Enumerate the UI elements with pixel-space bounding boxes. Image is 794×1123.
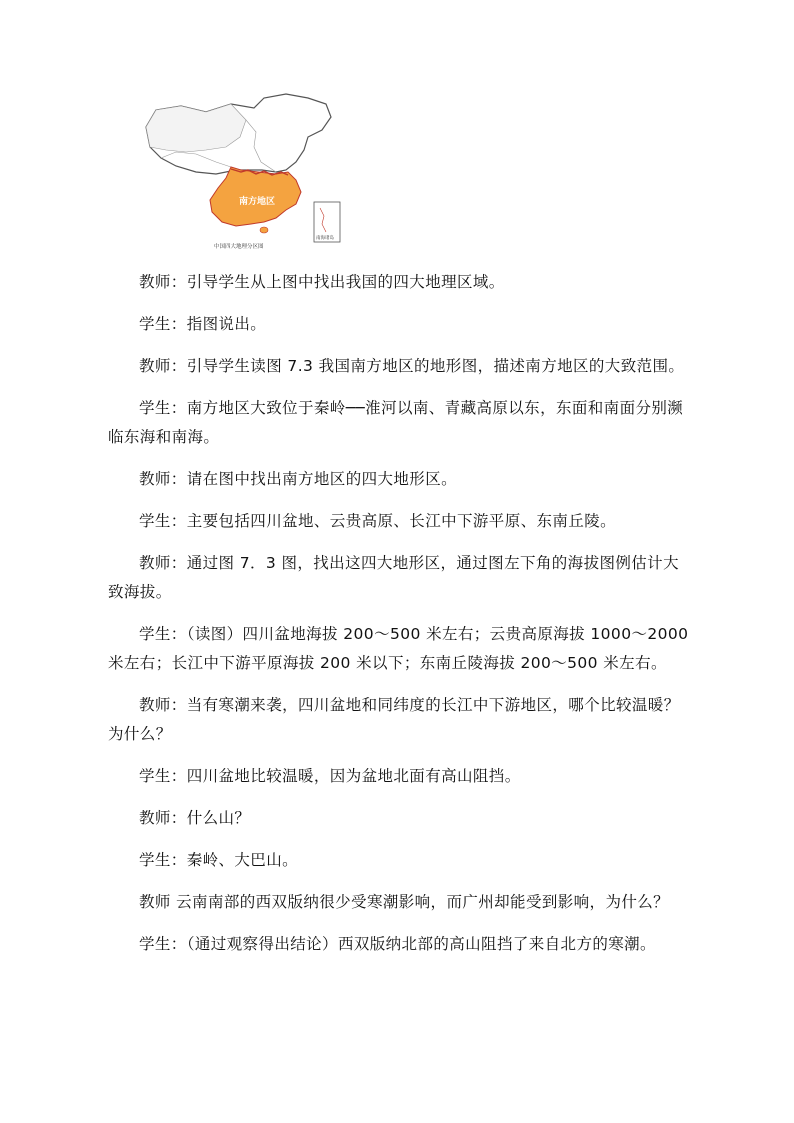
dialogue-line [108, 549, 694, 607]
line-text: 南方地区大致位于秦岭──淮河以南、青藏高原以东，东面和南面分别濒临东海和南海。 [108, 399, 684, 446]
line-text: 请在图中找出南方地区的四大地形区。 [186, 470, 458, 488]
line-text: 指图说出。 [186, 315, 267, 333]
dialogue-line [108, 620, 694, 678]
china-regions-map [136, 92, 366, 252]
dialogue-line [108, 352, 694, 381]
speaker: 学生： [139, 935, 187, 953]
dialogue-line [108, 268, 694, 297]
dialogue-line [108, 804, 694, 833]
speaker: 学生： [139, 399, 187, 417]
line-text: （通过观察得出结论）西双版纳北部的高山阻挡了来自北方的寒潮。 [186, 935, 656, 953]
region-label: 南方地区 [239, 197, 276, 207]
speaker: 教师： [139, 809, 187, 827]
dialogue-line [108, 691, 694, 749]
speaker: 教师： [139, 273, 187, 291]
speaker: 学生： [139, 625, 187, 643]
line-text: 云南南部的西双版纳很少受寒潮影响，而广州却能受到影响，为什么？ [170, 893, 670, 911]
line-text: 引导学生读图 7.3 我国南方地区的地形图，描述南方地区的大致范围。 [186, 357, 685, 375]
line-text: 当有寒潮来袭，四川盆地和同纬度的长江中下游地区，哪个比较温暖？为什么？ [108, 696, 680, 743]
speaker: 教师： [139, 696, 187, 714]
speaker: 教师： [139, 357, 187, 375]
dialogue-line [108, 762, 694, 791]
dialogue-line [108, 310, 694, 339]
dialogue-line [108, 507, 694, 536]
dialogue-line [108, 930, 694, 959]
dialogue-line [108, 846, 694, 875]
speaker: 教师： [139, 554, 187, 572]
dialogue-line [108, 888, 694, 917]
speaker: 学生： [139, 767, 187, 785]
line-text: 秦岭、大巴山。 [186, 851, 299, 869]
speaker: 教师： [139, 470, 187, 488]
dialogue-line [108, 394, 694, 452]
speaker: 学生： [139, 315, 187, 333]
inset-label: 南海诸岛 [316, 236, 334, 241]
speaker: 学生： [139, 851, 187, 869]
line-text: 主要包括四川盆地、云贵高原、长江中下游平原、东南丘陵。 [186, 512, 617, 530]
line-text: 引导学生从上图中找出我国的四大地理区域。 [186, 273, 505, 291]
speaker: 教师 [139, 893, 171, 911]
line-text: （读图）四川盆地海拔 200～500 米左右；云贵高原海拔 1000～2000 米左右；长江中下游平原海拔 200 米以下；东南丘陵海拔 200～500 米左右。 [108, 625, 689, 672]
dialogue-body [108, 268, 694, 972]
line-text: 通过图 7．3 图，找出这四大地形区，通过图左下角的海拔图例估计大致海拔。 [108, 554, 679, 601]
speaker: 学生： [139, 512, 187, 530]
map-caption: 中国四大地理分区图 [214, 244, 264, 250]
line-text: 什么山？ [186, 809, 251, 827]
line-text: 四川盆地比较温暖，因为盆地北面有高山阻挡。 [186, 767, 521, 785]
dialogue-line [108, 465, 694, 494]
hainan-island [260, 227, 268, 233]
